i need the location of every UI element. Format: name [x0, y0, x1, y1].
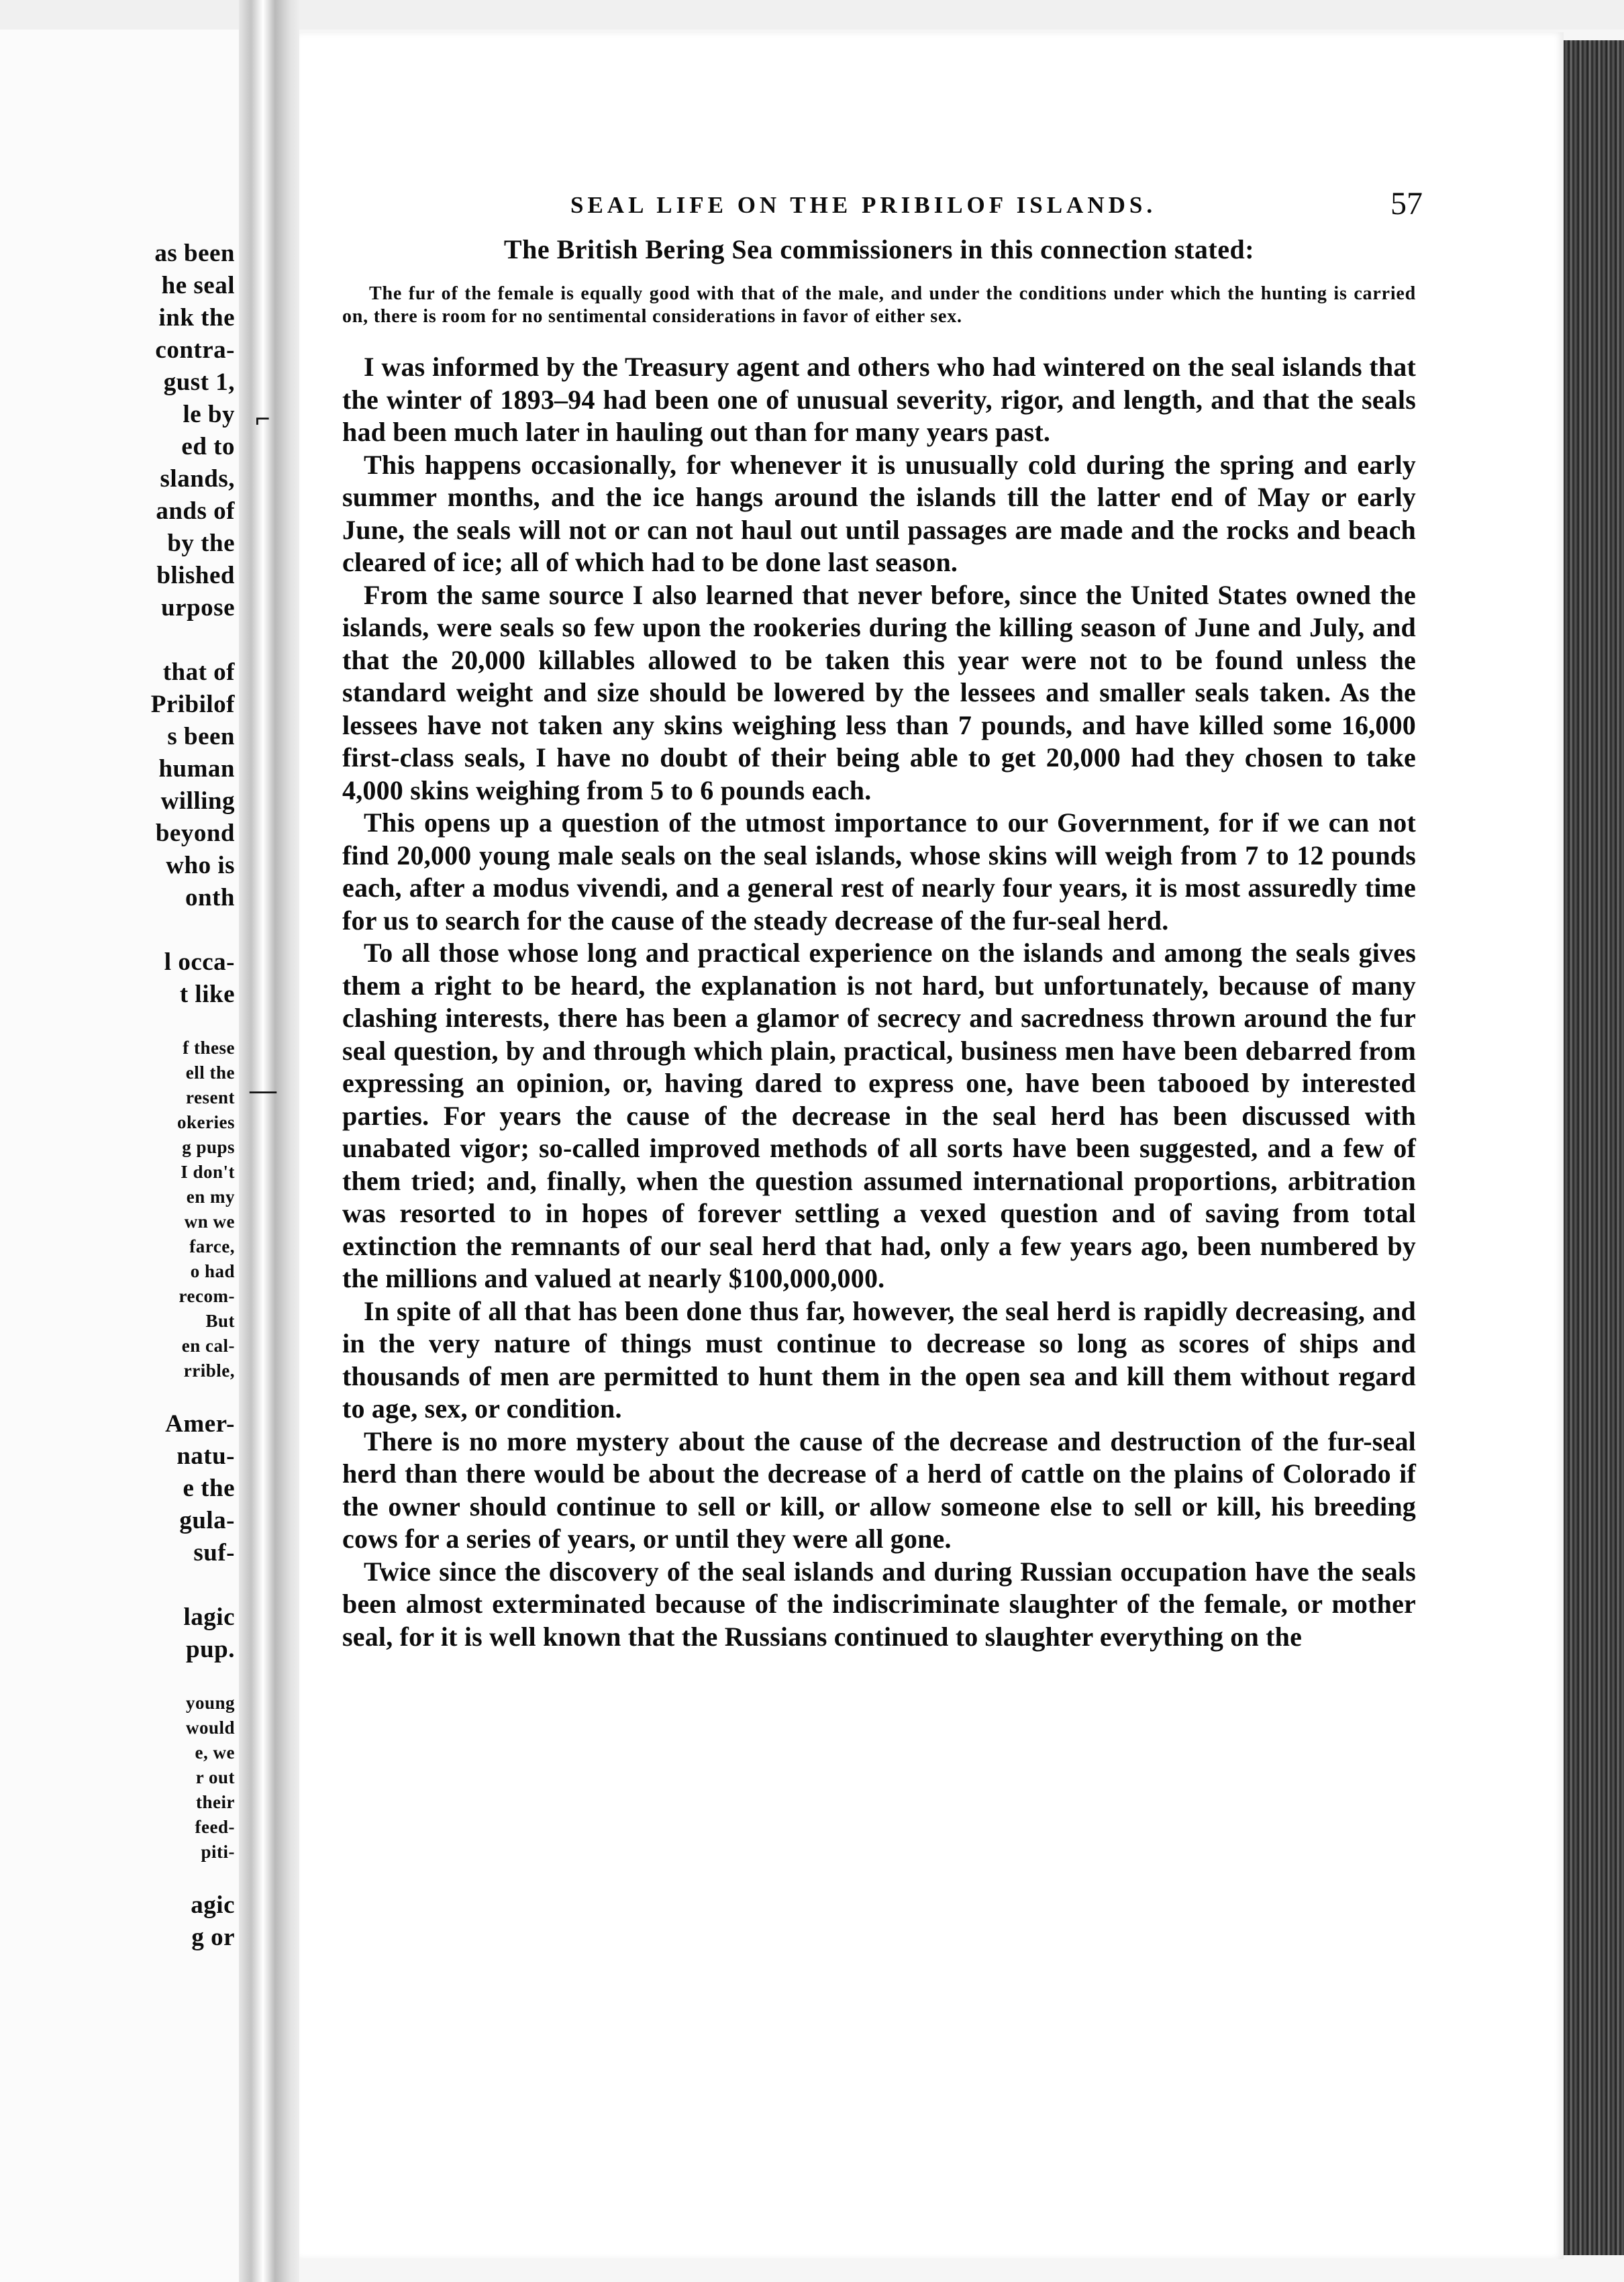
left-page-line: that of: [162, 658, 235, 686]
left-page-fragment: [0, 30, 239, 2282]
left-page-line: ink the: [158, 304, 235, 332]
paragraph: To all those whose long and practical experience on the islands and among the seals gives them a right to be heard, the explanation is not hard, but unfortunately, because of many clashing interests, there has been a glamor of secrecy and sacredness thrown around the fur seal question, by and through which plain, practical, business men have been debarred from expressing an opinion, or, having dared to express one, have been tabooed by interested parties. For years the cause of the decrease in the seal herd has been discussed with unabated vigor; so-called improved methods of all sorts have been suggested, and a few of them tried; and, finally, when the question assumed international proportions, arbitration was resorted to in hopes of forever settling a vexed question and of saving from total extinction the remnants of our seal herd that had, only a few years ago, been numbered by the millions and valued at nearly $100,000,000.: [342, 938, 1416, 1293]
left-page-line: [7, 1383, 235, 1408]
left-page-line: natu-: [176, 1442, 235, 1470]
left-page-line: f these: [183, 1038, 235, 1058]
paragraph: This opens up a question of the utmost importance to our Government, for if we can not find 20,000 young male seals on the seal islands, whose skins will weigh from 7 to 12 pounds each, after a modus vivendi, and a general rest of nearly four years, it is most assuredly time for us to search for the cause of the steady decrease of the fur-seal herd.: [342, 807, 1416, 936]
left-page-line: agic: [191, 1891, 235, 1919]
left-page-line: g or: [191, 1924, 235, 1951]
left-page-line: would: [185, 1718, 235, 1738]
left-page-line: [7, 1569, 235, 1601]
left-page-line: [7, 1865, 235, 1889]
left-page-line: pup.: [186, 1636, 235, 1663]
left-page-line: lagic: [183, 1603, 235, 1631]
paragraph: In spite of all that has been done thus far, however, the seal herd is rapidly decreasing, and in the very nature of things must continue to decrease so long as scores of ships and thousands of men are permitted to hunt them in the open sea and kill them without regard to age, sex, or condition.: [342, 1295, 1416, 1424]
page-content: [342, 181, 1423, 1653]
left-page-line: their: [196, 1792, 235, 1812]
left-page-line: ell the: [185, 1062, 235, 1083]
left-page-line: resent: [186, 1087, 235, 1107]
left-page-line: okeries: [177, 1112, 235, 1132]
left-page-line: as been: [154, 240, 235, 267]
left-page-line: beyond: [155, 820, 235, 847]
left-page-line: wn we: [184, 1211, 235, 1232]
paragraph: Twice since the discovery of the seal islands and during Russian occupation have the seals been almost exterminated because of the indiscriminate slaughter of the female, or mother seal, for it is well known that the Russians continued to slaughter everything on the: [342, 1556, 1416, 1652]
left-page-line: gula-: [179, 1507, 235, 1534]
left-page-line: who is: [166, 852, 235, 879]
left-page-line: human: [158, 755, 235, 783]
paragraph: From the same source I also learned that never before, since the United States owned the islands, were seals so few upon the rookeries during the killing season of June and July, and that the 20,000 killables allowed to be taken this year were not to be found unless the standard weight and size should be lowered by the lessees and smaller seals taken. As the lessees have not taken any skins weighing less than 7 pounds, and have killed some 16,000 first-class seals, I have no doubt of their being able to get 20,000 had they chosen to take 4,000 skins weighing from 5 to 6 pounds each.: [342, 579, 1416, 805]
left-page-line: [7, 1011, 235, 1036]
left-page-text-column: [7, 238, 235, 1954]
left-page-line: [7, 914, 235, 946]
paragraph: This happens occasionally, for whenever it is unusually cold during the spring and early summer months, and the ice hangs around the islands till the latter end of May or early June, the seals will not or can not haul out until passages are made and the rocks and beach cleared of ice; all of which had to be done last season.: [342, 449, 1416, 577]
intro-line: The British Bering Sea commissioners in this connection stated:: [503, 234, 1255, 264]
book-gutter: [239, 0, 299, 2282]
left-page-line: he seal: [161, 272, 235, 299]
left-page-line: ands of: [156, 497, 235, 525]
left-page-line: e, we: [195, 1742, 235, 1763]
left-page-line: urpose: [161, 594, 235, 622]
left-page-line: suf-: [193, 1539, 235, 1567]
left-page-line: slands,: [160, 465, 235, 493]
left-page-line: [7, 624, 235, 656]
left-page-line: recom-: [179, 1286, 235, 1306]
left-page-line: feed-: [195, 1817, 235, 1837]
margin-mark: —: [250, 1075, 276, 1105]
left-page-line: rrible,: [183, 1360, 235, 1381]
left-page-line: Amer-: [165, 1410, 235, 1438]
left-page-line: ed to: [181, 433, 235, 460]
left-page-line: en my: [186, 1187, 235, 1207]
left-page-line: willing: [160, 787, 235, 815]
left-page-line: s been: [167, 723, 235, 750]
left-page-line: by the: [167, 530, 235, 557]
margin-mark: ⌐: [255, 403, 270, 434]
page-header: [342, 181, 1423, 228]
left-page-line: young: [185, 1693, 235, 1713]
left-page-line: farce,: [189, 1236, 235, 1256]
left-page-line: piti-: [201, 1842, 235, 1862]
left-page-line: [7, 1666, 235, 1691]
left-page-line: I don't: [181, 1162, 235, 1182]
left-page-line: Pribilof: [150, 691, 235, 718]
left-page-line: onth: [185, 884, 235, 911]
left-page-line: o had: [190, 1261, 235, 1281]
left-page-line: t like: [179, 981, 235, 1008]
page-number: 57: [1390, 186, 1423, 221]
paragraph: I was informed by the Treasury agent and others who had wintered on the seal islands that the winter of 1893–94 had been one of unusual severity, rigor, and length, and that the seals had been much later in hauling out than for many years past.: [342, 352, 1416, 447]
block-quote: The fur of the female is equally good with that of the male, and under the conditions under which the hunting is carried on, there is room for no sentimental considerations in favor of either sex.: [342, 283, 1416, 327]
left-page-line: g pups: [182, 1137, 235, 1157]
running-head: SEAL LIFE ON THE PRIBILOF ISLANDS.: [570, 192, 1157, 218]
left-page-line: contra-: [155, 336, 235, 364]
left-page-line: r out: [195, 1767, 235, 1787]
paragraph: There is no more mystery about the cause of the decrease and destruction of the fur-seal herd than there would be about the decrease of a herd of cattle on the plains of Colorado if the owner should continue to sell or kill, or allow someone else to sell or kill, his breeding cows for a series of years, or until they were all gone.: [342, 1426, 1416, 1554]
left-page-line: gust 1,: [163, 368, 235, 396]
left-page-line: le by: [183, 401, 235, 428]
left-page-line: l occa-: [164, 948, 235, 976]
left-page-line: blished: [156, 562, 235, 589]
left-page-line: en cal-: [181, 1336, 235, 1356]
book-page-edges: [1564, 40, 1624, 2255]
left-page-line: But: [205, 1311, 235, 1331]
left-page-line: e the: [183, 1475, 235, 1502]
